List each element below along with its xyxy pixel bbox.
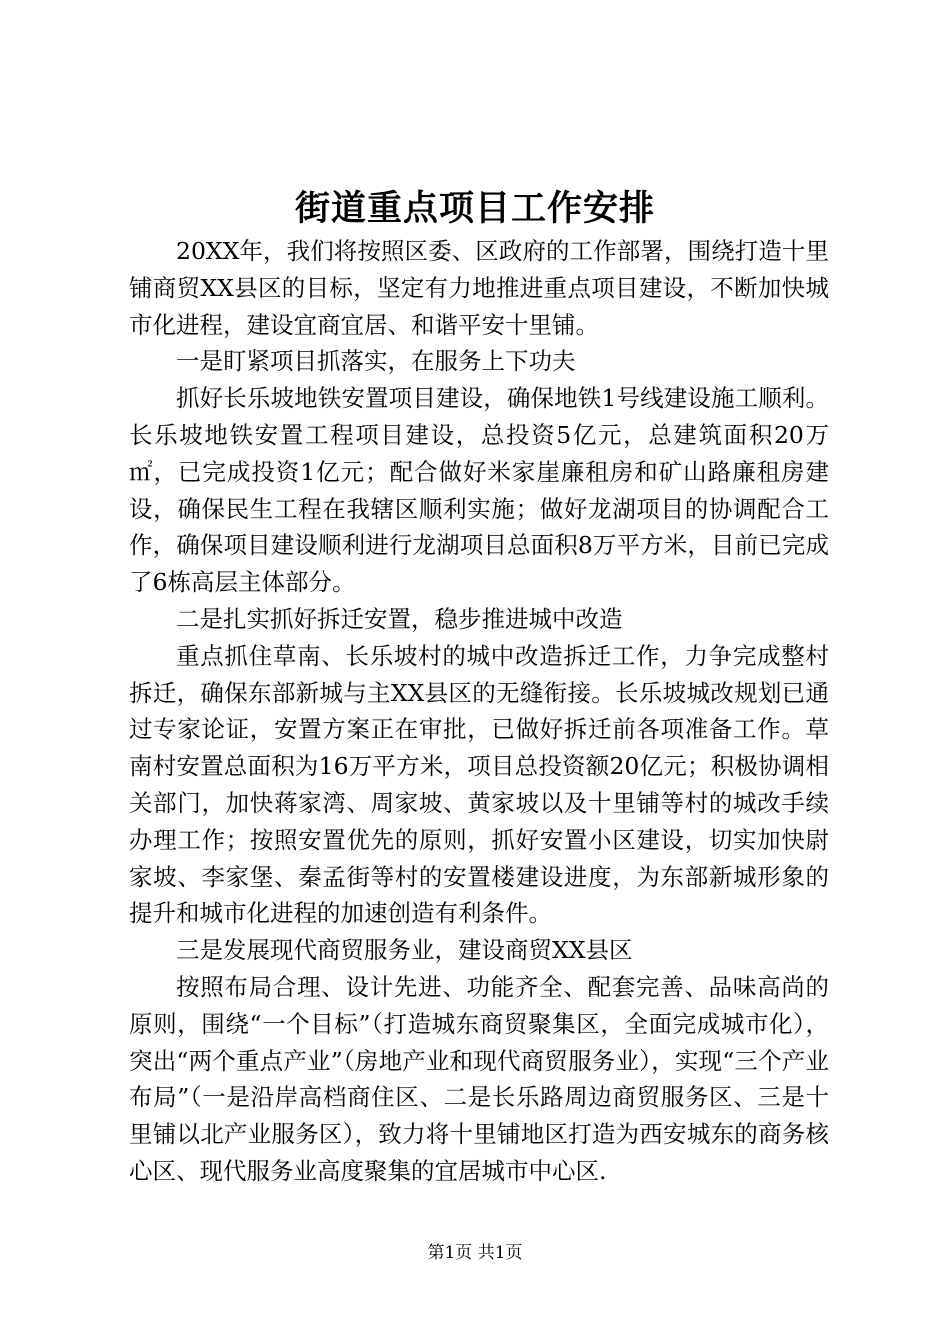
document-body — [129, 233, 829, 1190]
document-title: 街道重点项目工作安排 — [294, 188, 655, 229]
page-footer: 第1页 共1页 — [427, 1243, 523, 1263]
paragraph-section-1: 抓好长乐坡地铁安置项目建设，确保地铁1号线建设施工顺利。长乐坡地铁安置工程项目建设，总投资5亿元，总建筑面积20万㎡，已完成投资1亿元；配合做好米家崖廉租房和矿山路廉租房建设，确保民生工程在我辖区顺利实施；做好龙湖项目的协调配合工作，确保项目建设顺利进行龙湖项目总面积8万平方米，目前已完成了6栋高层主体部分。 — [129, 384, 829, 597]
section-heading-2: 二是扎实抓好拆迁安置，稳步推进城中改造 — [176, 604, 623, 633]
paragraph-section-2: 重点抓住草南、长乐坡村的城中改造拆迁工作，力争完成整村拆迁，确保东部新城与主XX县区的无缝衔接。长乐坡城改规划已通过专家论证，安置方案正在审批，已做好拆迁前各项准备工作。草南村安置总面积为16万平方米，项目总投资额20亿元；积极协调相关部门，加快蒋家湾、周家坡、黄家坡以及十里铺等村的城改手续办理工作；按照安置优先的原则，抓好安置小区建设，切实加快尉家坡、李家堡、秦孟街等村的安置楼建设进度，为东部新城形象的提升和城市化进程的加速创造有利条件。 — [129, 641, 829, 928]
paragraph-section-3: 按照布局合理、设计先进、功能齐全、配套完善、品味高尚的原则，围绕“一个目标”（打造城东商贸聚集区，全面完成城市化），突出“两个重点产业”（房地产业和现代商贸服务业），实现“三个产业布局”（一是沿岸高档商住区、二是长乐路周边商贸服务区、三是十里铺以北产业服务区），致力将十里铺地区打造为西安城东的商务核心区、现代服务业高度聚集的宜居城市中心区. — [129, 972, 829, 1185]
paragraph-intro: 20XX年，我们将按照区委、区政府的工作部署，围绕打造十里铺商贸XX县区的目标，坚定有力地推进重点项目建设，不断加快城市化进程，建设宜商宜居、和谐平安十里铺。 — [129, 237, 829, 339]
section-heading-1: 一是盯紧项目抓落实，在服务上下功夫 — [176, 347, 576, 376]
section-heading-3: 三是发展现代商贸服务业，建设商贸XX县区 — [176, 936, 633, 965]
